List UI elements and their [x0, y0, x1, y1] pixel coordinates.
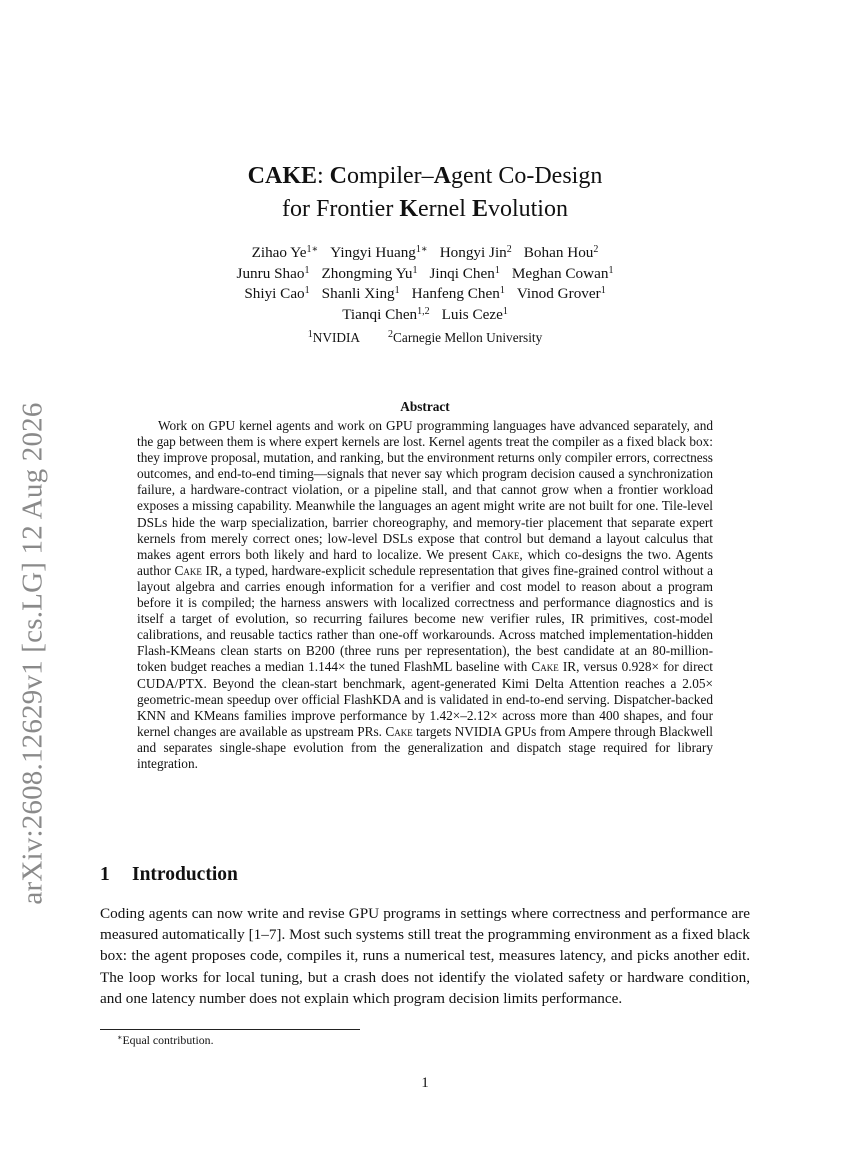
author-line	[0, 243, 850, 264]
author-name: Zihao Ye	[251, 244, 307, 261]
author	[322, 285, 400, 302]
title-segment: A	[433, 163, 452, 189]
affiliation	[308, 330, 360, 345]
abstract-segment: targets NVIDIA GPUs from Ampere through Blackwell and separates single-shape evolution from the generalization and dispatch stage required for library integration.	[137, 723, 713, 771]
abstract-heading: Abstract	[400, 399, 450, 414]
author-affiliation-mark: 1	[494, 264, 500, 276]
title-segment: C	[329, 163, 348, 189]
abstract-segment: IR, a typed, hardware-explicit schedule representation that gives fine-grained control without a layout algebra and carries enough information for a verifier and cost model to reason about a program before it is compiled; the harness answers with localized correctness and performance diagnostics and is itself a target of evolution, so recurring failures become new verifier rules, IR primitives, cost-model calibrations, and reusable tactics rather than one-off workarounds. Across matched implementation-hidden Flash-KMeans clean starts on B200 (three runs per representation), the best candidate at an 80-million-token budget reaches a median 1.144× the tuned FlashML baseline with	[137, 562, 713, 675]
system-name: Cake	[385, 723, 413, 739]
author-name: Meghan Cowan	[511, 264, 609, 282]
page-number: 1	[421, 1075, 429, 1091]
author	[330, 244, 427, 261]
author-affiliation-mark: 1	[499, 285, 505, 296]
title-segment: :	[317, 163, 330, 189]
affiliation-name: Carnegie Mellon University	[393, 330, 543, 345]
author	[517, 285, 606, 302]
author	[321, 265, 417, 282]
author-affiliation-mark: 2	[593, 244, 599, 255]
arxiv-identifier-stamp	[10, 388, 56, 918]
author	[524, 244, 599, 261]
author-affiliation-mark: 1	[502, 305, 508, 317]
affiliation-mark: 1	[307, 329, 313, 340]
author-name: Hanfeng Chen	[411, 285, 500, 302]
affiliation-name: NVIDIA	[312, 330, 361, 345]
author	[412, 285, 505, 302]
author-affiliation-mark: 1∗	[306, 244, 319, 255]
footnote-mark: ∗	[117, 1033, 123, 1042]
title-line-1	[0, 160, 850, 193]
footnote-divider	[100, 1029, 360, 1030]
affiliation	[388, 330, 542, 345]
author-line	[0, 264, 850, 285]
affiliations	[0, 330, 850, 346]
abstract-segment: Work on GPU kernel agents and work on GPU programming languages have advanced separately, and the gap between them is where expert kernels are lost. Kernel agents treat the compiler as a fixed black box: they improve proposal, mutation, and ranking, but the environment returns only compiler errors, correctness outcomes, and end-to-end timing—signals that never say which program decision caused a synchronization failure, a hardware-contract violation, or a pipeline stall, and that cannot grow when a frontier workload exposes a missing capability. Meanwhile the languages an agent might write are not built for one. Tile-level DSLs hide the warp specialization, barrier choreography, and memory-tier placement that separate expert kernels from merely correct ones; low-level DSLs expose that control but demand a layout calculus that makes agent errors both likely and hard to localize. We present	[137, 418, 713, 562]
author-name: Shiyi Cao	[244, 285, 305, 302]
author	[440, 244, 512, 261]
author-affiliation-mark: 1,2	[417, 305, 430, 317]
footnote	[117, 1033, 214, 1048]
author-affiliation-mark: 1	[304, 285, 310, 296]
author-affiliation-mark: 2	[506, 244, 512, 255]
author-list	[0, 243, 850, 325]
section-number: 1	[100, 864, 110, 885]
author-affiliation-mark: 1	[608, 264, 614, 276]
author-line	[0, 284, 850, 305]
author	[244, 285, 309, 302]
abstract-segment: IR, versus 0.928× for direct CUDA/PTX. Beyond the clean-start benchmark, agent-generated Kimi Delta Attention reaches a 2.05× geometric-mean speedup over official FlashKDA and is validated in end-to-end serving. Dispatcher-backed KNN and KMeans families improve performance by 1.42×–2.12× across more than 400 shapes, and four kernel changes are available as upstream PRs.	[137, 659, 713, 739]
author-name: Junru Shao	[236, 264, 305, 282]
author-line	[0, 305, 850, 326]
author-name: Hongyi Jin	[439, 244, 507, 261]
title-segment: volution	[487, 196, 568, 222]
title-segment: K	[399, 196, 418, 222]
author	[429, 265, 499, 282]
abstract-text	[137, 418, 713, 772]
author-name: Bohan Hou	[523, 244, 594, 261]
system-name: Cake	[531, 659, 559, 675]
author-affiliation-mark: 1	[304, 264, 310, 276]
section-heading	[100, 864, 238, 886]
author-name: Vinod Grover	[516, 285, 601, 302]
abstract-segment: , which co-designs the two. Agents author	[137, 546, 714, 578]
title-segment: ompiler–	[347, 163, 434, 189]
title-segment: for Frontier	[282, 196, 400, 222]
arxiv-id-text: arXiv:2608.12629v1 [cs.LG] 12 Aug 2026	[16, 401, 49, 905]
author	[237, 265, 310, 282]
author-name: Shanli Xing	[321, 285, 395, 302]
title-segment: CAKE	[247, 163, 317, 189]
title-segment: ernel	[417, 196, 472, 222]
system-name: Cake	[491, 546, 520, 562]
author-name: Yingyi Huang	[330, 244, 416, 261]
author-name: Zhongming Yu	[321, 264, 413, 282]
author-affiliation-mark: 1	[394, 285, 400, 296]
footnote-text: Equal contribution.	[122, 1033, 214, 1047]
author-affiliation-mark: 1∗	[415, 244, 428, 255]
author	[252, 244, 319, 261]
introduction-paragraph: Coding agents can now write and revise GPU programs in settings where correctness and performance are measured automatically [1–7]. Most such systems still treat the programming environment as a fixed black box: the agent proposes code, compiles it, runs a numerical test, measures latency, and picks another edit. The loop works for local tuning, but a crash does not identify the violated safety or hardware condition, and one latency number does not explain which program decision limits performance.	[100, 905, 750, 1007]
title-line-2	[0, 193, 850, 226]
author	[512, 265, 614, 282]
author-name: Tianqi Chen	[342, 305, 418, 323]
paper-title	[0, 160, 850, 226]
affiliation-mark: 2	[388, 329, 394, 340]
title-segment: E	[471, 196, 488, 222]
author-affiliation-mark: 1	[412, 264, 418, 276]
author	[342, 306, 429, 323]
author-name: Luis Ceze	[441, 305, 503, 323]
author-name: Jinqi Chen	[429, 264, 495, 282]
author	[442, 306, 508, 323]
title-segment: gent Co-Design	[451, 163, 603, 189]
author-affiliation-mark: 1	[600, 285, 606, 296]
section-title: Introduction	[132, 864, 238, 885]
system-name: Cake	[174, 562, 202, 578]
